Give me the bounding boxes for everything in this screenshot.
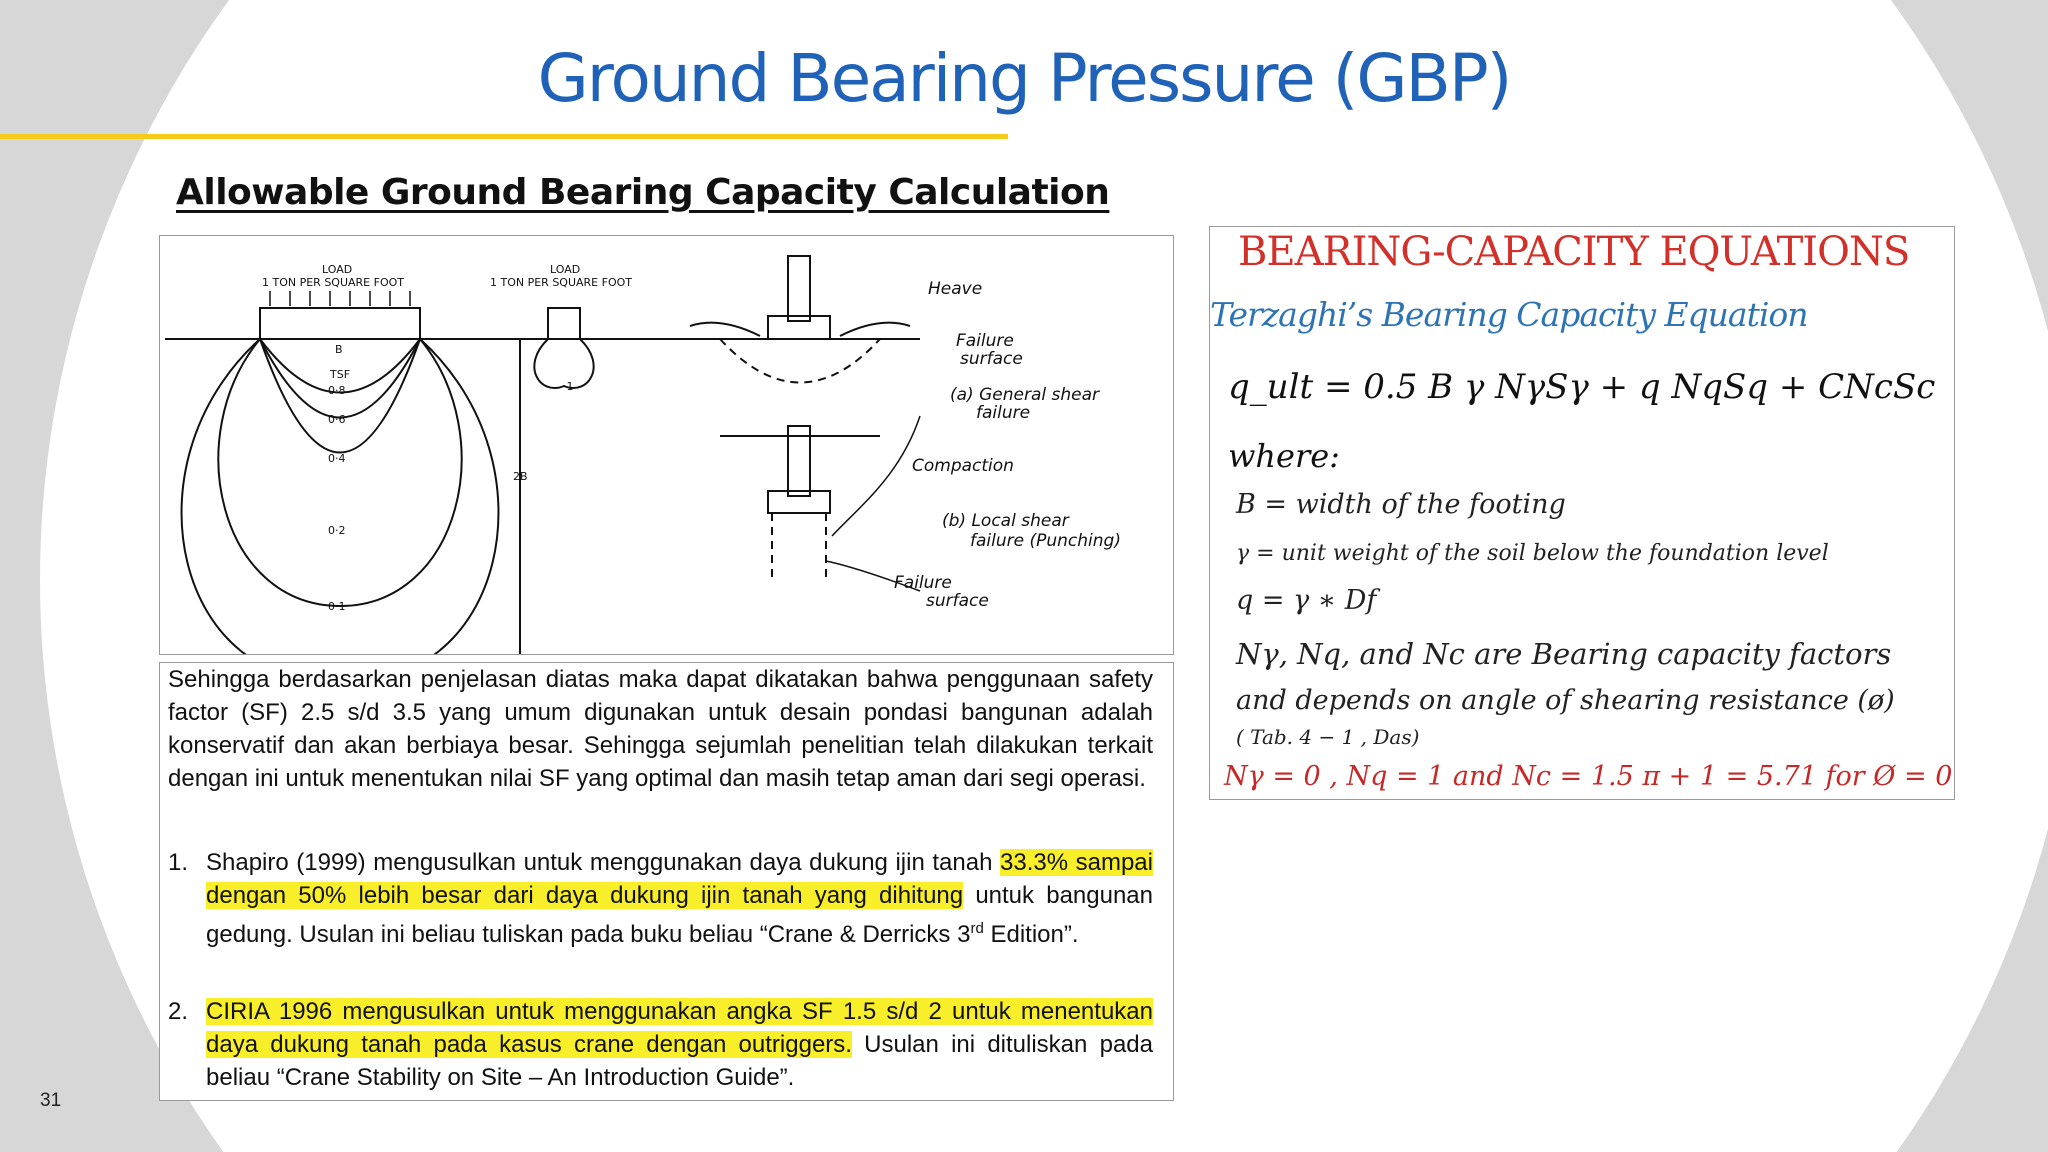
list-number-1: 1.	[168, 849, 189, 876]
heave-label: Heave	[928, 279, 983, 299]
q-definition: q = γ ∗ Df	[1236, 585, 1377, 616]
item1-text-end: Edition”.	[983, 921, 1079, 948]
page-number: 31	[40, 1090, 62, 1111]
depends-text: and depends on angle of shearing resistance (ø)	[1236, 685, 1895, 716]
item1-highlight: 33.3% sampai dengan 50% lebih besar dari daya dukung ijin tanah yang dihitung	[206, 849, 1153, 909]
load-desc: 1 TON PER SQUARE FOOT	[262, 276, 404, 289]
b-definition: B = width of the footing	[1236, 489, 1566, 520]
equations-title: BEARING-CAPACITY EQUATIONS	[1238, 229, 1910, 275]
n-factors-definition: Nγ, Nq, and Nc are Bearing capacity factors	[1236, 637, 1892, 671]
section-heading: Allowable Ground Bearing Capacity Calculation	[176, 172, 1110, 213]
item2-highlight: CIRIA 1996 mengusulkan untuk menggunakan angka SF 1.5 s/d 2 untuk menentukan daya dukung tanah pada kasus crane dengan outriggers.	[206, 998, 1153, 1058]
contour-0-8: 0·8	[328, 384, 346, 397]
contour-0-4: 0·4	[328, 452, 346, 465]
list-number-2: 2.	[168, 998, 189, 1025]
width-label: B	[335, 343, 343, 356]
list-item-2	[168, 995, 1153, 1094]
item1-superscript: rd	[970, 920, 984, 937]
general-shear-label: (a) General shear	[950, 385, 1099, 405]
explanation-text-box	[159, 662, 1174, 1101]
bearing-capacity-equations-box	[1209, 226, 1955, 800]
factor-values: Nγ = 0 , Nq = 1 and Nc = 1.5 π + 1 = 5.71 for Ø = 0	[1224, 761, 1953, 792]
general-shear-label-b: failure	[976, 403, 1031, 423]
load-label: LOAD	[322, 263, 353, 276]
tsf-label: TSF	[330, 368, 351, 381]
pressure-bulb-diagram	[160, 236, 1173, 654]
terzaghi-equation: q_ult = 0.5 B γ NγSγ + q NqSq + CNcSc	[1228, 367, 1936, 407]
gamma-definition: γ = unit weight of the soil below the foundation level	[1236, 541, 1829, 566]
contour-0-6: 0·6	[328, 413, 346, 426]
local-shear-label-b: failure (Punching)	[970, 531, 1121, 551]
compaction-label: Compaction	[912, 456, 1014, 476]
item1-text-pre: Shapiro (1999) mengusulkan untuk menggunakan daya dukung ijin tanah	[206, 849, 1000, 876]
where-label: where:	[1228, 437, 1340, 475]
contour-0-1: 0·1	[328, 600, 346, 613]
contour-0-2: 0·2	[328, 524, 346, 537]
bearing-diagram-figure	[159, 235, 1174, 655]
slide-title: Ground Bearing Pressure (GBP)	[537, 40, 1511, 117]
failure-surface-label-1: Failure	[956, 331, 1014, 351]
contour-small: ·1	[563, 380, 574, 393]
wide-footing	[260, 308, 420, 339]
load-label-small: LOAD	[550, 263, 581, 276]
terzaghi-subtitle: Terzaghi’s Bearing Capacity Equation	[1210, 295, 1808, 334]
intro-paragraph: Sehingga berdasarkan penjelasan diatas maka dapat dikatakan bahwa penggunaan safety factor (SF) 2.5 s/d 3.5 yang umum digunakan untuk desain pondasi bangunan adalah konservatif dan akan berbiaya besar. Sehingga sejumlah penelitian telah dilakukan terkait dengan ini untuk menentukan nilai SF yang optimal dan masih tetap aman dari segi operasi.	[168, 666, 1153, 792]
small-footing	[548, 308, 580, 339]
failure-surface-label-2: Failure	[894, 573, 952, 593]
failure-surface-label-1b: surface	[960, 349, 1023, 369]
local-shear-label: (b) Local shear	[942, 511, 1069, 531]
title-underline-rule	[0, 134, 1008, 139]
failure-surface-label-2b: surface	[926, 591, 989, 611]
item1-text-post: untuk bangunan gedung. Usulan ini beliau tuliskan pada buku beliau “Crane & Derricks 3	[206, 882, 1154, 948]
list-item-1	[168, 846, 1153, 951]
reference-text: ( Tab. 4 − 1 , Das)	[1236, 725, 1420, 749]
depth-label: 2B	[513, 470, 528, 483]
item2-text-post: Usulan ini dituliskan pada beliau “Crane Stability on Site – An Introduction Guide”.	[206, 1031, 1153, 1091]
load-desc-small: 1 TON PER SQUARE FOOT	[490, 276, 632, 289]
